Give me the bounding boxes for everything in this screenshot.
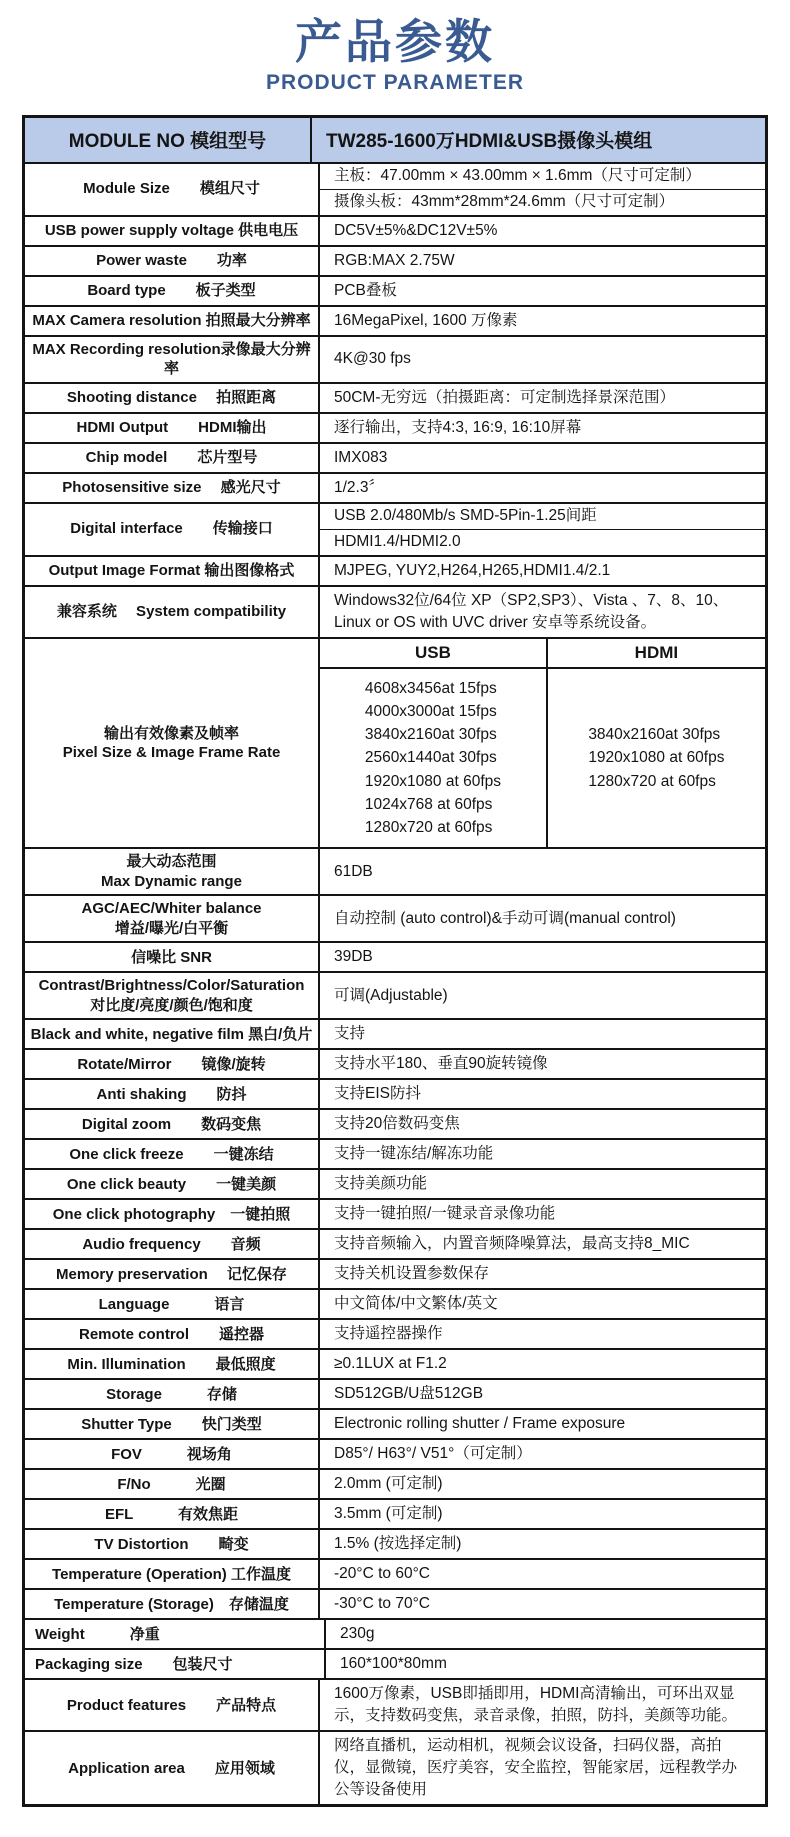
row-value-text: 支持遥控器操作	[334, 1325, 443, 1343]
row-label-line: Photosensitive size 感光尺寸	[62, 478, 281, 496]
table-row-contrast-brightness-color-saturation	[25, 971, 765, 1018]
row-value	[320, 414, 765, 442]
row-value-text: 39DB	[334, 948, 373, 966]
row-value	[320, 849, 765, 894]
row-label-line: Shooting distance 拍照距离	[66, 388, 277, 406]
row-label-line: Chip model 芯片型号	[85, 448, 258, 466]
table-row-temperature-operation	[25, 1558, 765, 1588]
row-value	[320, 1470, 765, 1498]
row-label	[25, 639, 320, 848]
row-label-line: Remote control 遥控器	[78, 1325, 264, 1343]
row-label-line: Shutter Type 快门类型	[81, 1415, 262, 1433]
row-label	[25, 1230, 320, 1258]
row-label-line: 信噪比 SNR	[131, 948, 212, 966]
row-subvalue: HDMI1.4/HDMI2.0	[320, 529, 765, 555]
row-label	[25, 1110, 320, 1138]
table-row-max-camera-resolution	[25, 305, 765, 335]
row-value	[320, 1260, 765, 1288]
row-value	[320, 1320, 765, 1348]
row-value	[326, 1650, 765, 1678]
row-label	[25, 1020, 320, 1048]
row-value	[320, 504, 765, 555]
row-value-text: 4K@30 fps	[334, 350, 411, 368]
row-value-text: -20°C to 60°C	[334, 1565, 430, 1583]
row-value	[320, 557, 765, 585]
row-label	[25, 1200, 320, 1228]
row-value	[320, 1140, 765, 1168]
row-value	[320, 973, 765, 1018]
row-value	[320, 307, 765, 335]
table-row-black-white-negative-film	[25, 1018, 765, 1048]
row-value	[320, 639, 765, 848]
frame-rate-line: 4000x3000at 15fps	[364, 702, 497, 720]
row-value	[320, 1380, 765, 1408]
row-value	[320, 1440, 765, 1468]
row-label	[25, 1440, 320, 1468]
row-value-text: SD512GB/U盘512GB	[334, 1385, 484, 1403]
row-value	[320, 1200, 765, 1228]
frame-rate-line: 1920x1080 at 60fps	[588, 749, 725, 767]
row-value-text: 230g	[340, 1625, 375, 1643]
table-row-digital-zoom	[25, 1108, 765, 1138]
table-row-one-click-beauty	[25, 1168, 765, 1198]
row-value-text: 61DB	[334, 862, 373, 880]
row-value-text: 支持20倍数码变焦	[334, 1115, 460, 1133]
row-value-text: 支持一键拍照/一键录音录像功能	[334, 1205, 556, 1223]
row-label	[25, 1680, 320, 1730]
frame-rate-line: 1280x720 at 60fps	[588, 772, 716, 790]
row-label	[25, 1290, 320, 1318]
row-value-text: IMX083	[334, 448, 388, 466]
row-subvalue: 摄像头板：43mm*28mm*24.6mm（尺寸可定制）	[320, 189, 765, 215]
row-label-line: Digital zoom 数码变焦	[81, 1115, 262, 1133]
row-label-line: One click freeze 一键冻结	[69, 1145, 274, 1163]
row-value	[320, 943, 765, 971]
row-label	[25, 337, 320, 382]
table-row-language	[25, 1288, 765, 1318]
row-value	[320, 1020, 765, 1048]
row-label-line: 最大动态范围	[126, 853, 217, 871]
frame-rate-line: 2560x1440at 30fps	[364, 749, 497, 767]
table-row-chip-model	[25, 442, 765, 472]
row-label	[25, 896, 320, 941]
row-value	[320, 1732, 765, 1804]
table-row-product-features	[25, 1678, 765, 1730]
row-label-line: HDMI Output HDMI输出	[76, 418, 267, 436]
row-value	[320, 1680, 765, 1730]
row-label-line: Rotate/Mirror 镜像/旋转	[77, 1055, 266, 1073]
row-value-text: 160*100*80mm	[340, 1655, 447, 1673]
row-value-text: PCB叠板	[334, 281, 397, 299]
row-value	[320, 1500, 765, 1528]
row-label	[25, 849, 320, 894]
row-value-text: ≥0.1LUX at F1.2	[334, 1355, 447, 1373]
table-row-module-size	[25, 162, 765, 215]
row-value	[326, 1620, 765, 1648]
row-value	[320, 1170, 765, 1198]
table-row-max-dynamic-range	[25, 847, 765, 894]
table-row-system-compatibility	[25, 585, 765, 637]
row-value-text: 支持美颜功能	[334, 1175, 428, 1193]
row-label	[25, 1500, 320, 1528]
row-label-line: Storage 存储	[106, 1385, 237, 1403]
row-label-line: Digital interface 传输接口	[70, 520, 273, 538]
row-value-text: 16MegaPixel, 1600 万像素	[334, 311, 518, 329]
row-label	[25, 1470, 320, 1498]
row-value	[320, 277, 765, 305]
table-row-hdmi-output	[25, 412, 765, 442]
row-value	[320, 384, 765, 412]
row-value	[320, 217, 765, 245]
row-label-line: Output Image Format 输出图像格式	[48, 561, 295, 579]
table-row-application-area	[25, 1730, 765, 1804]
row-label-line: Product features 产品特点	[66, 1696, 277, 1714]
table-row-photosensitive-size	[25, 472, 765, 502]
row-label	[25, 217, 320, 245]
table-row-memory-preservation	[25, 1258, 765, 1288]
spec-table	[22, 115, 768, 1808]
row-value	[320, 1350, 765, 1378]
row-label	[25, 444, 320, 472]
frame-rate-line: 1024x768 at 60fps	[364, 795, 493, 813]
row-label	[25, 943, 320, 971]
row-value-text: 中文简体/中文繁体/英文	[334, 1295, 498, 1313]
row-value	[320, 247, 765, 275]
row-label-line: Packaging size 包装尺寸	[35, 1655, 233, 1673]
row-label	[25, 1590, 320, 1618]
row-value-text: 支持	[334, 1025, 366, 1043]
row-label-line: Max Dynamic range	[101, 872, 242, 890]
row-value	[320, 1110, 765, 1138]
row-value-text: 2.0mm (可定制)	[334, 1475, 443, 1493]
table-row-board-type	[25, 275, 765, 305]
row-value	[320, 1530, 765, 1558]
row-label	[25, 1140, 320, 1168]
row-value	[320, 1230, 765, 1258]
row-value-text: 逐行输出，支持4:3, 16:9, 16:10屏幕	[334, 418, 582, 436]
table-row-snr	[25, 941, 765, 971]
table-row-usb-power-supply-voltage	[25, 215, 765, 245]
row-value	[320, 587, 765, 637]
row-label-line: TV Distortion 畸变	[94, 1535, 249, 1553]
table-row-shutter-type	[25, 1408, 765, 1438]
row-label	[25, 1260, 320, 1288]
row-label-line: AGC/AEC/Whiter balance	[81, 900, 262, 918]
row-label	[25, 557, 320, 585]
row-label-line: Temperature (Operation) 工作温度	[52, 1565, 291, 1583]
row-label	[25, 164, 320, 215]
row-value-text: -30°C to 70°C	[334, 1595, 430, 1613]
row-value-text: MJPEG, YUY2,H264,H265,HDMI1.4/2.1	[334, 561, 611, 579]
row-label	[25, 307, 320, 335]
row-label-line: One click beauty 一键美颜	[66, 1175, 277, 1193]
row-label-line: Contrast/Brightness/Color/Saturation	[38, 977, 305, 995]
frame-rate-usb-list	[320, 669, 548, 848]
row-label-line: Temperature (Storage) 存储温度	[54, 1595, 289, 1613]
row-label-line: Memory preservation 记忆保存	[56, 1265, 287, 1283]
frame-rate-hdmi-header: HDMI	[548, 639, 765, 669]
table-row-power-waste	[25, 245, 765, 275]
row-value	[320, 444, 765, 472]
frame-rate-line: 1920x1080 at 60fps	[364, 772, 501, 790]
table-row-f-no	[25, 1468, 765, 1498]
row-value-text: 1.5% (按选择定制)	[334, 1535, 462, 1553]
row-label-line: 输出有效像素及帧率	[103, 724, 239, 742]
row-label-line: Application area 应用领域	[68, 1759, 275, 1777]
table-row-max-recording-resolution	[25, 335, 765, 382]
row-label-line: USB power supply voltage 供电电压	[44, 221, 299, 239]
row-label	[25, 1380, 320, 1408]
table-row-tv-distortion	[25, 1528, 765, 1558]
row-label-line: FOV 视场角	[111, 1445, 232, 1463]
table-row-rotate-mirror	[25, 1048, 765, 1078]
row-label-line: One click photography 一键拍照	[52, 1205, 291, 1223]
module-no-label: MODULE NO 模组型号	[25, 118, 312, 162]
row-value	[320, 1290, 765, 1318]
table-row-fov	[25, 1438, 765, 1468]
row-value	[320, 1560, 765, 1588]
row-label-line: Weight 净重	[35, 1625, 160, 1643]
row-label	[25, 1050, 320, 1078]
row-label-line: Audio frequency 音频	[82, 1235, 261, 1253]
row-label	[25, 247, 320, 275]
frame-rate-line: 4608x3456at 15fps	[364, 679, 497, 697]
table-row-digital-interface	[25, 502, 765, 555]
row-value	[320, 896, 765, 941]
row-label	[25, 1410, 320, 1438]
row-label-line: 增益/曝光/白平衡	[114, 919, 229, 937]
row-label	[25, 1650, 326, 1678]
row-value-text: 支持水平180、垂直90旋转镜像	[334, 1055, 548, 1073]
frame-rate-usb-header: USB	[320, 639, 548, 669]
row-value-text: 1/2.3〞	[334, 478, 384, 496]
table-row-pixel-size-frame-rate	[25, 637, 765, 848]
row-label-line: F/No 光圈	[117, 1475, 226, 1493]
table-row-efl	[25, 1498, 765, 1528]
row-label-line: Black and white, negative film 黑白/负片	[30, 1025, 313, 1043]
row-value	[320, 474, 765, 502]
module-no-value: TW285-1600万HDMI&USB摄像头模组	[326, 131, 653, 153]
row-label-line: 对比度/亮度/颜色/饱和度	[90, 996, 253, 1014]
row-value-text: Electronic rolling shutter / Frame exposure	[334, 1415, 626, 1433]
spec-table-body	[25, 162, 765, 1805]
row-value	[320, 1080, 765, 1108]
row-label	[25, 504, 320, 555]
row-label-line: Language 语言	[98, 1295, 245, 1313]
row-value-text: 1600万像素，USB即插即用，HDMI高清输出，可环出双显示，支持数码变焦，录音录像，拍照，防抖，美颜等功能。	[334, 1685, 738, 1725]
row-value-text: RGB:MAX 2.75W	[334, 251, 455, 269]
table-row-one-click-freeze	[25, 1138, 765, 1168]
table-row-audio-frequency	[25, 1228, 765, 1258]
row-label-line: MAX Recording resolution录像最大分辨率	[32, 340, 311, 378]
frame-rate-line: 3840x2160at 30fps	[364, 726, 497, 744]
row-value-text: D85°/ H63°/ V51°（可定制）	[334, 1445, 532, 1463]
table-row-shooting-distance	[25, 382, 765, 412]
table-row-remote-control	[25, 1318, 765, 1348]
row-label-line: Module Size 模组尺寸	[83, 180, 260, 198]
row-label	[25, 1080, 320, 1108]
row-value-text: 3.5mm (可定制)	[334, 1505, 443, 1523]
row-value-text: 支持EIS防抖	[334, 1085, 421, 1103]
table-row-packaging-size	[25, 1648, 765, 1678]
row-label	[25, 414, 320, 442]
row-label	[25, 1530, 320, 1558]
row-label-line: Power waste 功率	[96, 251, 247, 269]
row-label	[25, 587, 320, 637]
row-label	[25, 1620, 326, 1648]
row-label	[25, 1320, 320, 1348]
page-title-en: PRODUCT PARAMETER	[265, 70, 525, 94]
row-value-text: 支持音频输入，内置音频降噪算法，最高支持8_MIC	[334, 1235, 690, 1253]
table-header-row	[25, 118, 765, 162]
row-label	[25, 384, 320, 412]
row-value-text: Windows32位/64位 XP（SP2,SP3）、Vista 、7、8、10、Linux or OS with UVC driver 安卓等系统设备。	[334, 591, 729, 631]
row-label-line: Pixel Size & Image Frame Rate	[62, 744, 281, 762]
row-subvalue: USB 2.0/480Mb/s SMD-5Pin-1.25间距	[334, 507, 597, 525]
row-label-line: 兼容系统 System compatibility	[56, 602, 287, 620]
row-value	[320, 164, 765, 215]
row-label	[25, 1560, 320, 1588]
frame-rate-line: 3840x2160at 30fps	[588, 726, 721, 744]
table-row-temperature-storage	[25, 1588, 765, 1618]
row-label	[25, 277, 320, 305]
row-label-line: Anti shaking 防抖	[96, 1085, 247, 1103]
row-label-line: EFL 有效焦距	[104, 1505, 239, 1523]
row-subvalue: 主板：47.00mm × 43.00mm × 1.6mm（尺寸可定制）	[334, 167, 701, 185]
row-value	[320, 1050, 765, 1078]
table-row-weight	[25, 1618, 765, 1648]
row-label-line: Min. Illumination 最低照度	[67, 1355, 276, 1373]
table-row-min-illumination	[25, 1348, 765, 1378]
row-value	[320, 337, 765, 382]
frame-rate-line: 1280x720 at 60fps	[364, 819, 493, 837]
table-row-output-image-format	[25, 555, 765, 585]
row-value	[320, 1590, 765, 1618]
row-label-line: Board type 板子类型	[87, 281, 256, 299]
frame-rate-hdmi-list	[548, 669, 765, 848]
row-value-text: 自动控制 (auto control)&手动可调(manual control)	[334, 909, 676, 927]
row-label	[25, 474, 320, 502]
row-label	[25, 1732, 320, 1804]
table-row-anti-shaking	[25, 1078, 765, 1108]
table-row-one-click-photography	[25, 1198, 765, 1228]
row-value-text: 支持关机设置参数保存	[334, 1265, 490, 1283]
row-value-text: 网络直播机，运动相机，视频会议设备，扫码仪器，高拍仪，显微镜，医疗美容，安全监控，智能家居，远程教学办公等设备使用	[334, 1737, 738, 1799]
row-value-text: DC5V±5%&DC12V±5%	[334, 221, 498, 239]
table-row-storage	[25, 1378, 765, 1408]
row-value-text: 支持一键冻结/解冻功能	[334, 1145, 494, 1163]
row-label	[25, 1350, 320, 1378]
row-value-text: 可调(Adjustable)	[334, 986, 448, 1004]
row-label	[25, 973, 320, 1018]
row-label-line: MAX Camera resolution 拍照最大分辨率	[32, 311, 311, 329]
row-value	[320, 1410, 765, 1438]
row-label	[25, 1170, 320, 1198]
row-value-text: 50CM-无穷远（拍摄距离：可定制选择景深范围）	[334, 388, 676, 406]
table-row-agc-aec-white-balance	[25, 894, 765, 941]
frame-rate-table	[320, 639, 765, 848]
page-title-zh: 产品参数	[295, 15, 495, 68]
